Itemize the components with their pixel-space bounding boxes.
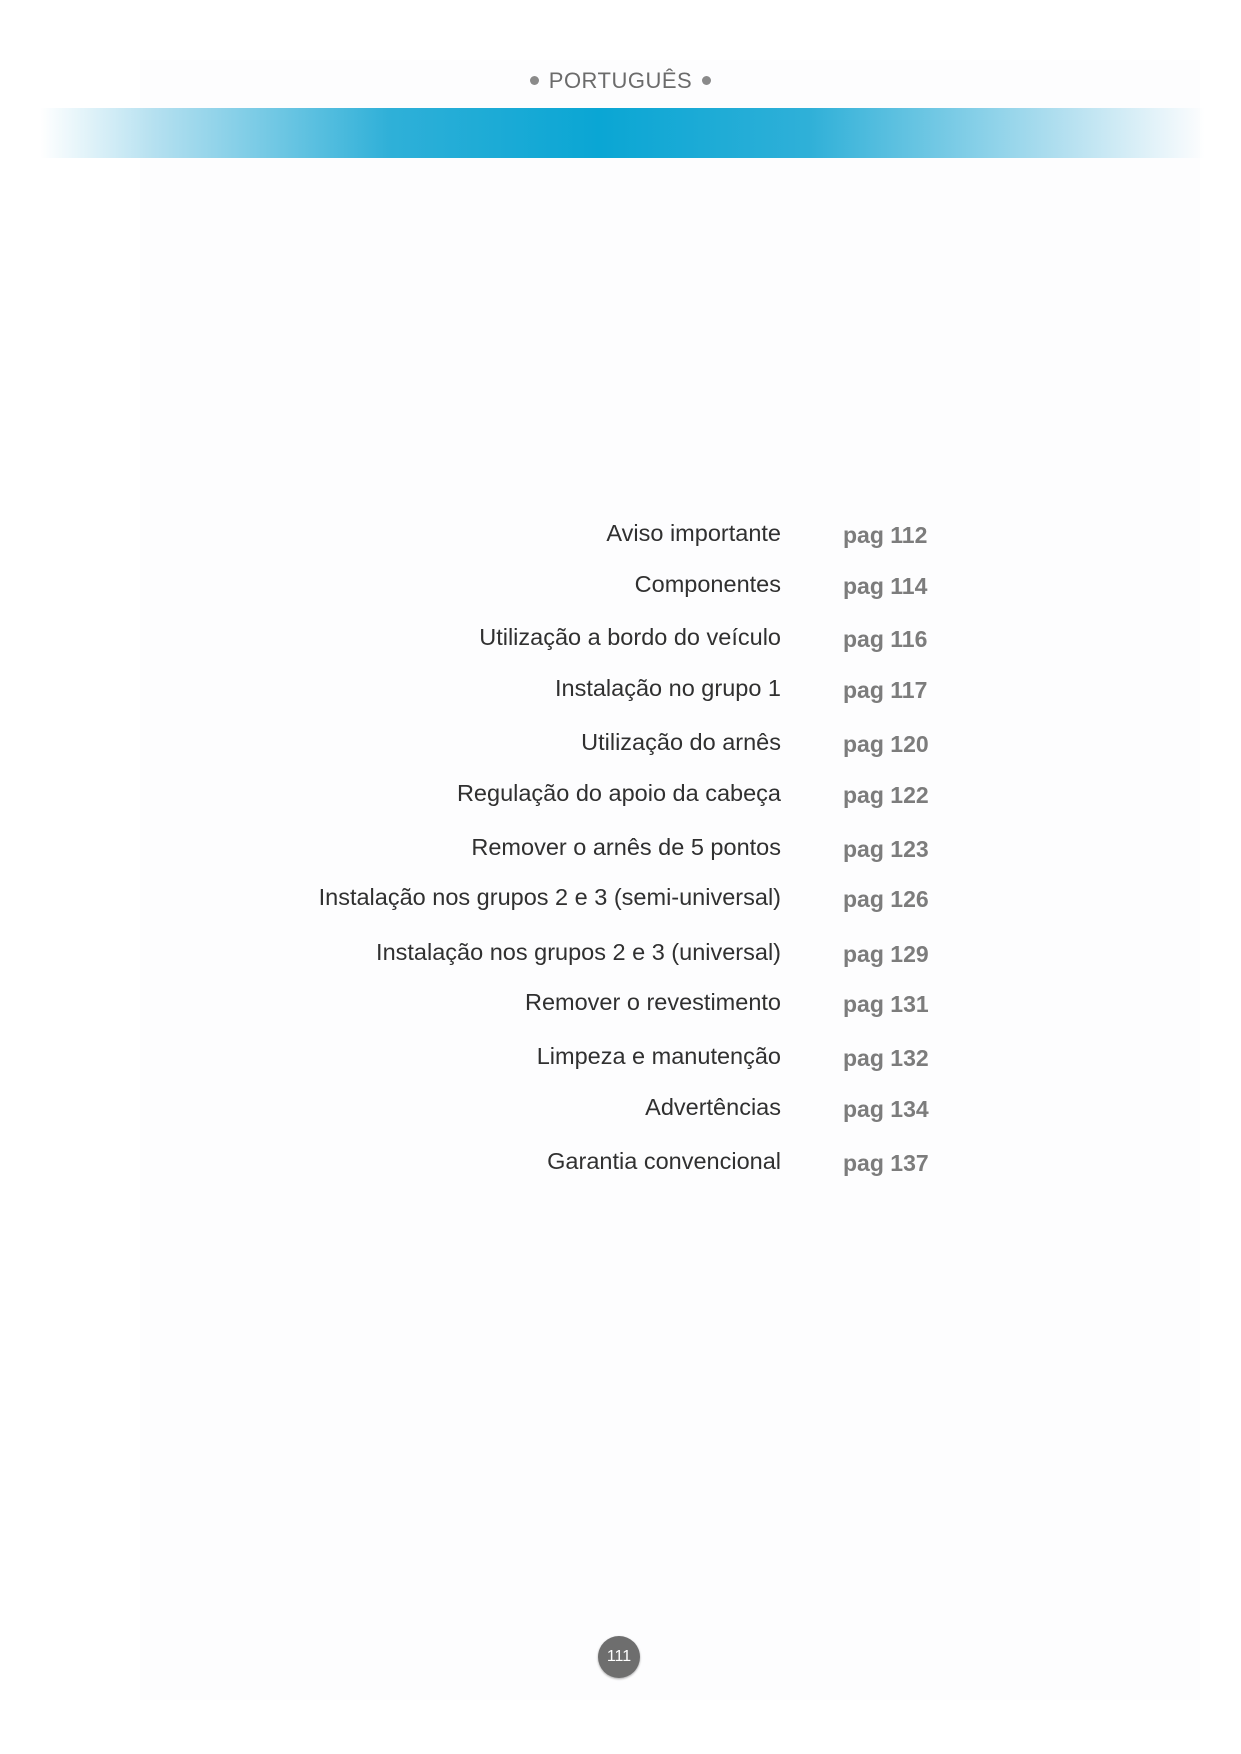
toc-entry[interactable] [0, 520, 1241, 560]
toc-entry-page: pag 120 [843, 731, 929, 757]
toc-entry-page: pag 132 [843, 1045, 929, 1071]
toc-entry-title: Instalação no grupo 1 [554, 675, 781, 701]
toc-entry[interactable] [0, 1043, 1241, 1083]
language-header [0, 68, 1241, 94]
toc-entry[interactable] [0, 729, 1241, 769]
toc-entry[interactable] [0, 884, 1241, 924]
toc-entry-page: pag 112 [843, 522, 928, 548]
toc-entry-title: Remover o revestimento [525, 989, 781, 1015]
toc-entry-page: pag 137 [843, 1150, 929, 1176]
toc-entry[interactable] [0, 989, 1241, 1029]
toc-entry-page: pag 114 [843, 573, 928, 599]
toc-entry[interactable] [0, 780, 1241, 820]
toc-entry-title: Instalação nos grupos 2 e 3 (universal) [376, 939, 781, 965]
toc-entry-page: pag 123 [843, 836, 929, 862]
toc-entry[interactable] [0, 675, 1241, 715]
toc-entry-page: pag 129 [843, 941, 929, 967]
toc-entry-title: Advertências [645, 1094, 781, 1120]
toc-entry-title: Regulação do apoio da cabeça [456, 780, 781, 806]
toc-entry-page: pag 116 [843, 626, 928, 652]
page-background [140, 60, 1200, 1700]
toc-entry-title: Componentes [634, 571, 781, 597]
toc-entry-page: pag 117 [843, 677, 928, 703]
bullet-dot-icon [530, 76, 539, 85]
toc-entry[interactable] [0, 939, 1241, 979]
bullet-dot-icon [702, 76, 711, 85]
toc-entry-page: pag 126 [843, 886, 929, 912]
toc-entry[interactable] [0, 1094, 1241, 1134]
toc-entry-page: pag 122 [843, 782, 929, 808]
toc-entry-page: pag 131 [843, 991, 929, 1017]
toc-entry-title: Utilização a bordo do veículo [479, 624, 781, 650]
toc-entry[interactable] [0, 571, 1241, 611]
toc-entry-title: Remover o arnês de 5 pontos [471, 834, 781, 860]
toc-entry-page: pag 134 [843, 1096, 929, 1122]
toc-entry-title: Garantia convencional [547, 1148, 781, 1174]
toc-entry[interactable] [0, 624, 1241, 664]
language-title: PORTUGUÊS [548, 68, 693, 93]
toc-entry-title: Limpeza e manutenção [536, 1043, 781, 1069]
toc-entry-title: Utilização do arnês [581, 729, 781, 755]
toc-entry[interactable] [0, 1148, 1241, 1188]
toc-entry[interactable] [0, 834, 1241, 874]
toc-entry-title: Aviso importante [606, 520, 781, 546]
header-color-band [40, 108, 1205, 158]
toc-entry-title: Instalação nos grupos 2 e 3 (semi-universal) [318, 884, 781, 910]
page-number-badge: 111 [598, 1636, 640, 1678]
